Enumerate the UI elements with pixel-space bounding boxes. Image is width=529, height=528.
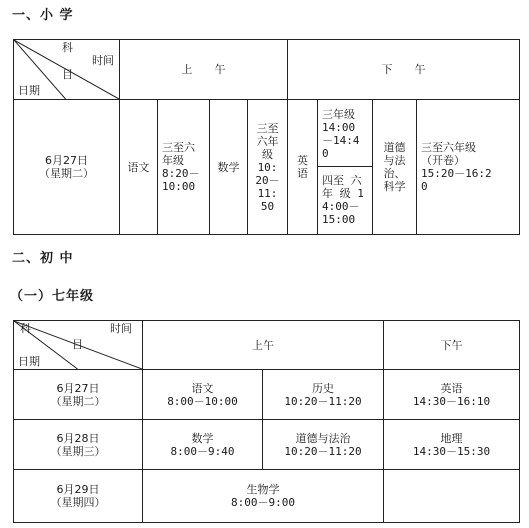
time: 8:00－9:00 [231,496,295,509]
section-heading-junior: 二、初 中 [12,251,74,266]
header-subject-ke: 科 [62,41,73,54]
header-time: 时间 [92,54,114,67]
exam-cell [384,420,520,470]
header-subject-ke: 科 [20,322,31,335]
date-cell: 6月28日 （星期三） [14,420,143,470]
subject-cell: 语文 [120,100,158,235]
subject-cell: 道德 与法 治、 科学 [373,100,417,235]
time-cell: 三至六年级 （开卷） 15:20－16:2 0 [417,100,520,235]
morning-header: 上 午 [120,40,288,100]
exam-cell [263,370,384,420]
primary-schedule-table [13,39,520,235]
empty-cell [384,470,520,523]
header-subject-mu: 目 [62,68,73,81]
header-date: 日期 [18,355,40,368]
subject: 道德与法治 [295,431,351,445]
header-date: 日期 [18,84,40,97]
subject: 生物学 [246,483,280,496]
junior-schedule-table [13,320,520,523]
subject: 英语 [440,381,463,395]
date-cell: 6月29日 （星期四） [14,470,143,523]
date-cell: 6月27日 （星期二） [14,370,143,420]
english-time-cell [318,100,373,235]
time: 8:00－10:00 [167,394,238,408]
grade3-time: 三年级 14:00 －14:4 0 [318,102,372,167]
time: 14:30－15:30 [412,444,491,458]
section-heading-primary: 一、小 学 [12,8,74,23]
time-cell: 三至六 年级 8:20－ 10:00 [158,100,210,235]
morning-header: 上午 [143,321,384,370]
exam-cell [384,370,520,420]
time: 10:20－11:20 [284,394,362,408]
subject: 语文 [191,381,214,395]
time-cell: 三至 六年 级 10: 20－ 11: 50 [248,100,288,235]
exam-cell [263,420,384,470]
subject-cell: 数学 [210,100,248,235]
diagonal-header-cell [14,321,143,370]
subject: 数学 [191,431,214,445]
diagonal-header-cell [14,40,120,100]
exam-cell [143,470,384,523]
subheading-grade7: （一）七年级 [10,289,95,304]
exam-cell [143,370,263,420]
afternoon-header: 下 午 [288,40,520,100]
header-time: 时间 [110,322,132,335]
exam-cell [143,420,263,470]
date-cell: 6月27日 （星期二） [14,100,120,235]
afternoon-header: 下午 [384,321,520,370]
subject: 地理 [440,431,463,445]
header-subject-mu: 目 [72,338,83,351]
time: 10:20－11:20 [284,444,362,458]
time: 14:30－16:10 [412,394,491,408]
time: 8:00－9:40 [170,444,235,458]
subject-cell: 英 语 [288,100,318,235]
grade4-6-time: 四至 六 年 级 1 4:00－ 15:00 [322,173,364,226]
subject: 历史 [312,381,334,395]
